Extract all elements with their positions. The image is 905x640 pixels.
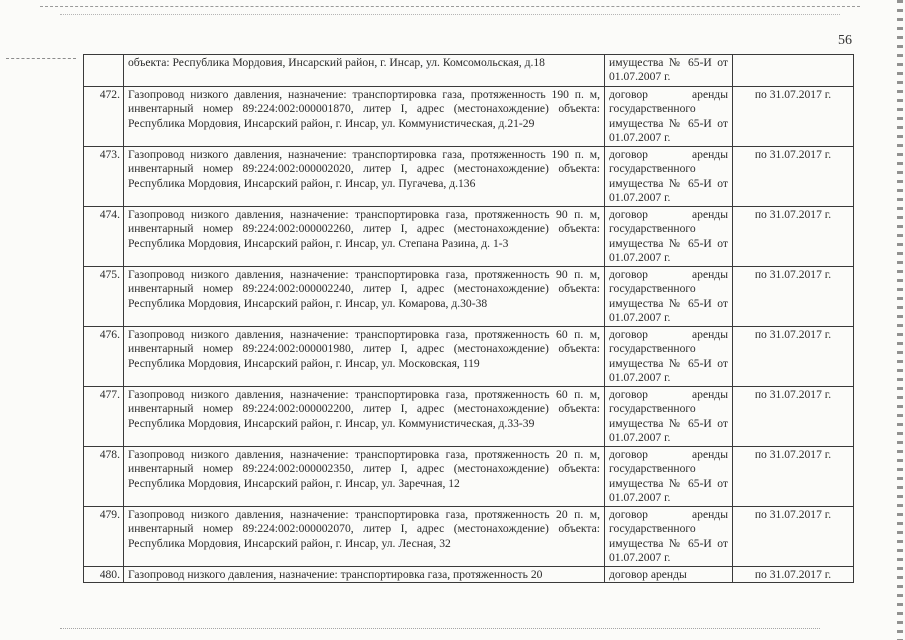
row-description: Газопровод низкого давления, назначение: транспортировка газа, протяженность 90 п. м, инвентарный номер 89:224:002:000002260, литер I, адрес (местонахождение) объекта: Республика Мордовия, Инсарский район, г. Инсар, ул. Степана Разина, д. 1-3 xyxy=(124,207,605,267)
row-number: 472. xyxy=(84,87,124,147)
row-number: 478. xyxy=(84,447,124,507)
row-term: по 31.07.2017 г. xyxy=(733,327,854,387)
row-description: Газопровод низкого давления, назначение: транспортировка газа, протяженность 60 п. м, инвентарный номер 89:224:002:000002200, литер I, адрес (местонахождение) объекта: Республика Мордовия, Инсарский район, г. Инсар, ул. Коммунистическая, д.33-39 xyxy=(124,387,605,447)
table-row-partial xyxy=(84,567,854,583)
table-row xyxy=(84,327,854,387)
row-term: по 31.07.2017 г. xyxy=(733,567,854,583)
row-document: договор аренды государственного имущества № 65-И от 01.07.2007 г. xyxy=(605,327,733,387)
row-term: по 31.07.2017 г. xyxy=(733,507,854,567)
row-number: 477. xyxy=(84,387,124,447)
row-document: договор аренды государственного имущества № 65-И от 01.07.2007 г. xyxy=(605,207,733,267)
table-row xyxy=(84,447,854,507)
table-row-continuation xyxy=(84,55,854,87)
row-document: договор аренды государственного имущества № 65-И от 01.07.2007 г. xyxy=(605,387,733,447)
row-term: по 31.07.2017 г. xyxy=(733,387,854,447)
row-number xyxy=(84,55,124,87)
property-table xyxy=(83,54,854,583)
row-description: Газопровод низкого давления, назначение: транспортировка газа, протяженность 20 п. м, инвентарный номер 89:224:002:000002350, литер I, адрес (местонахождение) объекта: Республика Мордовия, Инсарский район, г. Инсар, ул. Заречная, 12 xyxy=(124,447,605,507)
row-description: Газопровод низкого давления, назначение: транспортировка газа, протяженность 190 п. м, инвентарный номер 89:224:002:000002020, литер I, адрес (местонахождение) объекта: Республика Мордовия, Инсарский район, г. Инсар, ул. Пугачева, д.136 xyxy=(124,147,605,207)
table-row xyxy=(84,87,854,147)
row-description: Газопровод низкого давления, назначение: транспортировка газа, протяженность 20 xyxy=(124,567,605,583)
row-term: по 31.07.2017 г. xyxy=(733,207,854,267)
row-document: договор аренды государственного имущества № 65-И от 01.07.2007 г. xyxy=(605,267,733,327)
row-term: по 31.07.2017 г. xyxy=(733,447,854,507)
row-number: 479. xyxy=(84,507,124,567)
row-document: договор аренды xyxy=(605,567,733,583)
row-document: имущества № 65-И от 01.07.2007 г. xyxy=(605,55,733,87)
row-document: договор аренды государственного имущества № 65-И от 01.07.2007 г. xyxy=(605,447,733,507)
table-row xyxy=(84,387,854,447)
scan-artifact-top-secondary xyxy=(60,14,840,16)
scan-artifact-right-edge xyxy=(897,0,903,640)
scan-artifact-top xyxy=(40,6,860,8)
row-description: Газопровод низкого давления, назначение: транспортировка газа, протяженность 20 п. м, инвентарный номер 89:224:002:000002070, литер I, адрес (местонахождение) объекта: Республика Мордовия, Инсарский район, г. Инсар, ул. Лесная, 32 xyxy=(124,507,605,567)
row-description: Газопровод низкого давления, назначение: транспортировка газа, протяженность 90 п. м, инвентарный номер 89:224:002:000002240, литер I, адрес (местонахождение) объекта: Республика Мордовия, Инсарский район, г. Инсар, ул. Комарова, д.30-38 xyxy=(124,267,605,327)
table-row xyxy=(84,147,854,207)
row-number: 476. xyxy=(84,327,124,387)
row-number: 480. xyxy=(84,567,124,583)
row-term: по 31.07.2017 г. xyxy=(733,87,854,147)
table-row xyxy=(84,267,854,327)
page-number: 56 xyxy=(838,33,852,48)
row-document: договор аренды государственного имущества № 65-И от 01.07.2007 г. xyxy=(605,507,733,567)
table-row xyxy=(84,207,854,267)
row-number: 475. xyxy=(84,267,124,327)
row-document: договор аренды государственного имущества № 65-И от 01.07.2007 г. xyxy=(605,87,733,147)
row-description: объекта: Республика Мордовия, Инсарский район, г. Инсар, ул. Комсомольская, д.18 xyxy=(124,55,605,87)
property-table-body xyxy=(84,55,854,583)
row-description: Газопровод низкого давления, назначение: транспортировка газа, протяженность 190 п. м, инвентарный номер 89:224:002:000001870, литер I, адрес (местонахождение) объекта: Республика Мордовия, Инсарский район, г. Инсар, ул. Коммунистическая, д.21-29 xyxy=(124,87,605,147)
row-document: договор аренды государственного имущества № 65-И от 01.07.2007 г. xyxy=(605,147,733,207)
row-description: Газопровод низкого давления, назначение: транспортировка газа, протяженность 60 п. м, инвентарный номер 89:224:002:000001980, литер I, адрес (местонахождение) объекта: Республика Мордовия, Инсарский район, г. Инсар, ул. Московская, 119 xyxy=(124,327,605,387)
table-row xyxy=(84,507,854,567)
scan-artifact-left xyxy=(6,58,76,60)
row-term: по 31.07.2017 г. xyxy=(733,267,854,327)
row-term xyxy=(733,55,854,87)
scan-artifact-bottom xyxy=(60,628,820,630)
row-number: 473. xyxy=(84,147,124,207)
row-number: 474. xyxy=(84,207,124,267)
row-term: по 31.07.2017 г. xyxy=(733,147,854,207)
